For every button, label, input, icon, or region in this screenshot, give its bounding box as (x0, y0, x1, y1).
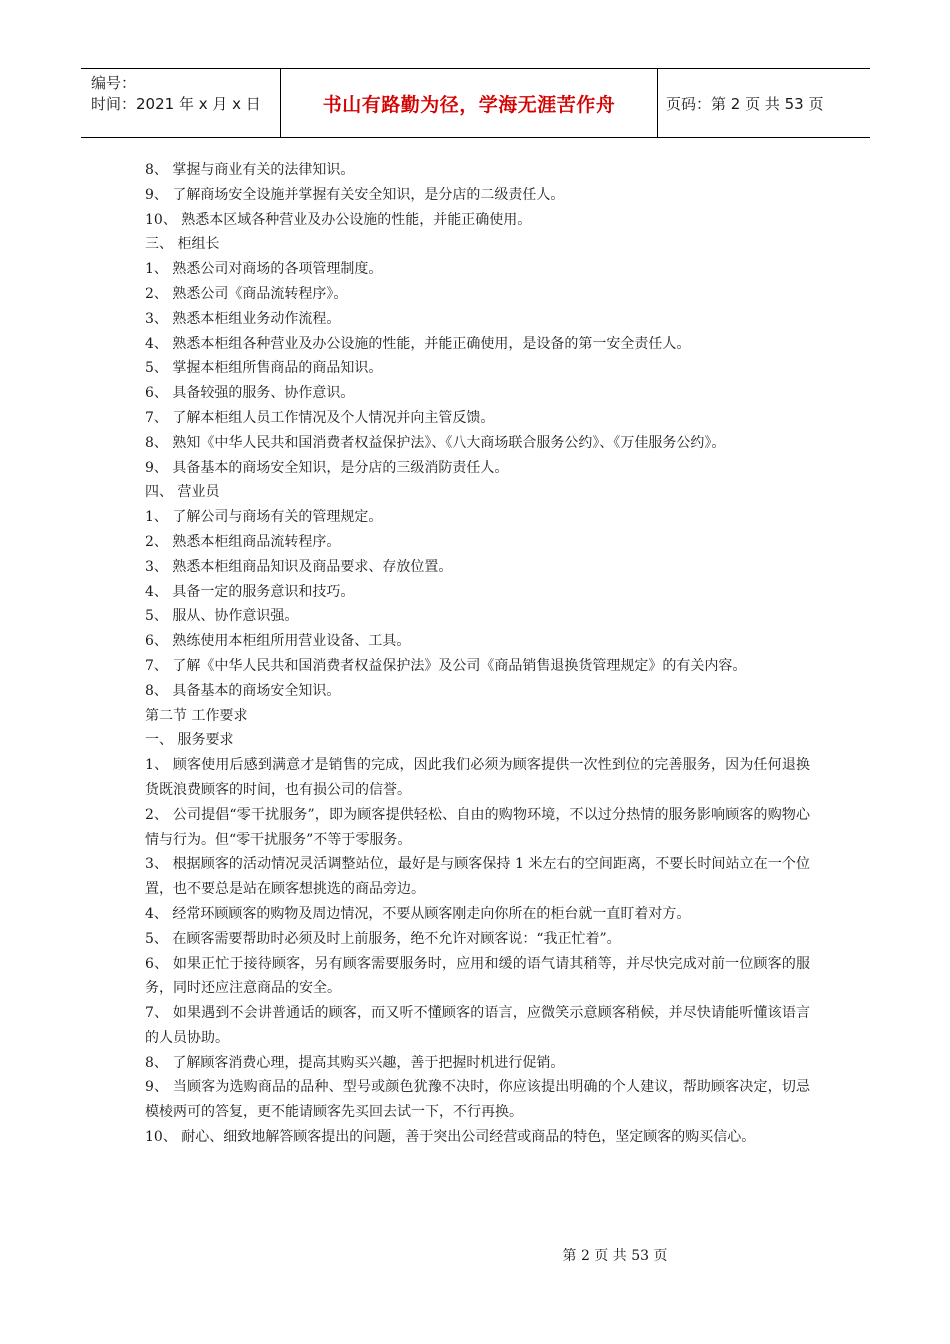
page-header (81, 68, 870, 138)
body-line: 1、 了解公司与商场有关的管理规定。 (145, 509, 383, 526)
body-line: 2、 熟悉本柜组商品流转程序。 (145, 533, 341, 550)
body-line: 9、 具备基本的商场安全知识，是分店的三级消防责任人。 (145, 459, 509, 476)
header-meta (81, 69, 281, 137)
body-line: 8、 熟知《中华人民共和国消费者权益保护法》、《八大商场联合服务公约》、《万佳服务公约》。 (145, 434, 726, 451)
body-line: 6、 熟练使用本柜组所用营业设备、工具。 (145, 633, 411, 650)
footer-page-number: 第 2 页 共 53 页 (562, 1248, 668, 1264)
body-line: 10、 熟悉本区域各种营业及办公设施的性能，并能正确使用。 (145, 211, 532, 228)
body-line: 4、 经常环顾顾客的购物及周边情况，不要从顾客刚走向你所在的柜台就一直盯着对方。 (145, 905, 691, 922)
body-line: 5、 掌握本柜组所售商品的商品知识。 (145, 360, 383, 377)
body-line: 4、 熟悉本柜组各种营业及办公设施的性能，并能正确使用，是设备的第一安全责任人。 (145, 335, 691, 352)
body-line: 8、 掌握与商业有关的法律知识。 (145, 162, 355, 178)
body-line: 7、 如果遇到不会讲普通话的顾客，而又听不懂顾客的语言，应微笑示意顾客稍候，并尽快请能听懂该语言的人员协助。 (145, 1005, 810, 1046)
body-line: 6、 如果正忙于接待顾客，另有顾客需要服务时，应用和缓的语气请其稍等，并尽快完成对前一位顾客的服务，同时还应注意商品的安全。 (145, 955, 810, 997)
body-line: 9、 了解商场安全设施并掌握有关安全知识，是分店的二级责任人。 (145, 186, 565, 203)
section-heading: 一、 服务要求 (145, 732, 234, 749)
body-line: 3、 根据顾客的活动情况灵活调整站位，最好是与顾客保持 1 米左右的空间距离，不要长时间站立在一个位置，也不要总是站在顾客想挑选的商品旁边。 (145, 856, 810, 898)
section-heading: 三、 柜组长 (145, 236, 220, 253)
body-line: 3、 熟悉本柜组商品知识及商品要求、存放位置。 (145, 558, 453, 575)
motto: 书山有路勤为径，学海无涯苦作舟 (281, 69, 658, 137)
body-line: 9、 当顾客为选购商品的品种、型号或颜色犹豫不决时，你应该提出明确的个人建议，帮助顾客决定，切忌模棱两可的答复，更不能请顾客先买回去试一下，不行再换。 (145, 1079, 810, 1121)
page-footer (0, 1245, 950, 1265)
document-body (145, 158, 810, 1150)
page-indicator: 页码：第 2 页 共 53 页 (666, 94, 824, 113)
body-line: 7、 了解《中华人民共和国消费者权益保护法》及公司《商品销售退换货管理规定》的有关内容。 (145, 657, 747, 674)
body-line: 1、 顾客使用后感到满意才是销售的完成，因此我们必须为顾客提供一次性到位的完善服务，因为任何退换货既浪费顾客的时间，也有损公司的信誉。 (145, 757, 810, 798)
body-line: 8、 具备基本的商场安全知识。 (145, 682, 341, 699)
number-label: 编号： (91, 74, 137, 92)
time-label: 时间：2021 年 x 月 x 日 (91, 95, 261, 113)
body-line: 7、 了解本柜组人员工作情况及个人情况并向主管反馈。 (145, 409, 495, 426)
body-line: 2、 熟悉公司《商品流转程序》。 (145, 285, 348, 302)
body-line: 3、 熟悉本柜组业务动作流程。 (145, 310, 341, 327)
section-heading: 四、 营业员 (145, 484, 220, 501)
body-line: 5、 在顾客需要帮助时必须及时上前服务，绝不允许对顾客说：“我正忙着”。 (145, 930, 621, 947)
body-line: 5、 服从、协作意识强。 (145, 608, 299, 625)
body-line: 1、 熟悉公司对商场的各项管理制度。 (145, 261, 383, 278)
body-line: 4、 具备一定的服务意识和技巧。 (145, 583, 355, 600)
body-line: 6、 具备较强的服务、协作意识。 (145, 385, 355, 402)
body-line: 10、 耐心、细致地解答顾客提出的问题，善于突出公司经营或商品的特色，坚定顾客的购买信心。 (145, 1129, 756, 1146)
chapter-heading: 第二节 工作要求 (145, 707, 248, 724)
body-line: 2、 公司提倡“零干扰服务”，即为顾客提供轻松、自由的购物环境，不以过分热情的服务影响顾客的购物心情与行为。但“零干扰服务”不等于零服务。 (145, 806, 810, 848)
body-line: 8、 了解顾客消费心理，提高其购买兴趣，善于把握时机进行促销。 (145, 1054, 565, 1071)
